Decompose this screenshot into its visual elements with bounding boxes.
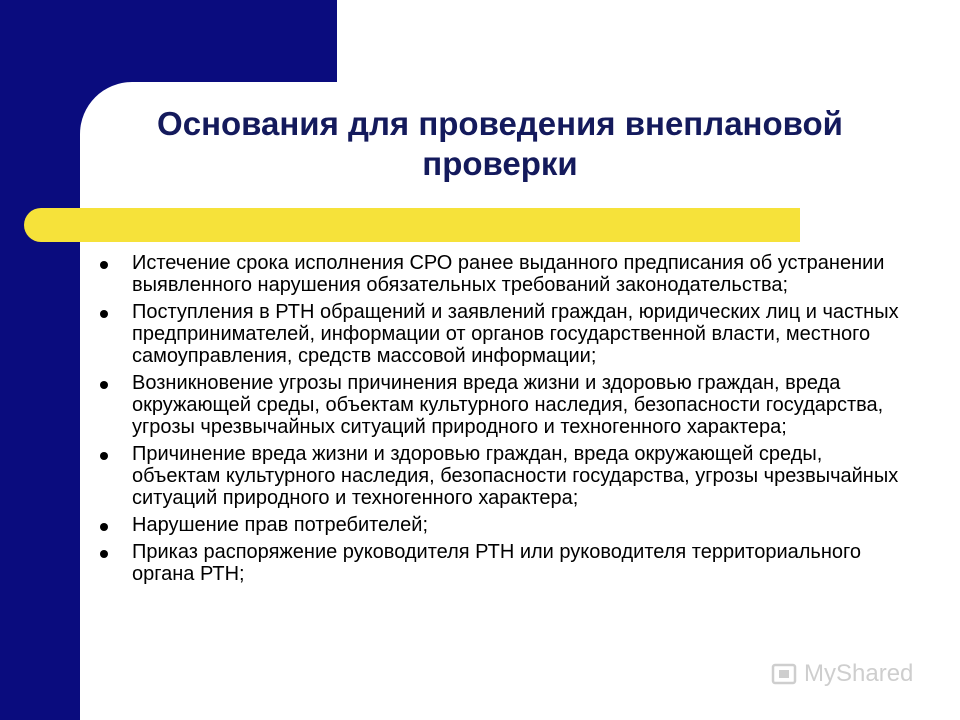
bullet-text: Возникновение угрозы причинения вреда жизни и здоровью граждан, вреда окружающей среды, объектам культурного наследия, безопасности государства, угрозы чрезвычайных ситуаций природного и техногенного характера; bbox=[132, 372, 884, 438]
bullet-text: Истечение срока исполнения СРО ранее выданного предписания об устранении выявленного нарушения обязательных требований законодательства; bbox=[132, 252, 885, 296]
bullet-item bbox=[96, 514, 916, 536]
bullet-dot-icon bbox=[100, 523, 108, 531]
myshared-watermark bbox=[770, 660, 913, 688]
bullet-text: Нарушение прав потребителей; bbox=[132, 514, 429, 536]
bullet-list bbox=[96, 252, 916, 590]
bullet-dot-icon bbox=[100, 310, 108, 318]
bullet-dot-icon bbox=[100, 261, 108, 269]
yellow-accent-bar bbox=[24, 208, 800, 242]
slide-title-line-1: Основания для проведения внеплановой bbox=[157, 105, 843, 142]
slide-title bbox=[100, 104, 900, 184]
bullet-item bbox=[96, 443, 916, 509]
bullet-dot-icon bbox=[100, 452, 108, 460]
bullet-dot-icon bbox=[100, 381, 108, 389]
bullet-item bbox=[96, 301, 916, 367]
bullet-dot-icon bbox=[100, 550, 108, 558]
bullet-item bbox=[96, 372, 916, 438]
watermark-text: MyShared bbox=[804, 660, 914, 687]
bullet-item bbox=[96, 252, 916, 296]
bullet-item bbox=[96, 541, 916, 585]
myshared-logo-icon bbox=[770, 660, 798, 688]
slide-title-line-2: проверки bbox=[422, 145, 578, 182]
bullet-text: Приказ распоряжение руководителя РТН или руководителя территориального органа РТН; bbox=[132, 541, 861, 585]
bullet-text: Поступления в РТН обращений и заявлений граждан, юридических лиц и частных предпринимателей, информации от органов государственной власти, местного самоуправления, средств массовой информации; bbox=[132, 301, 899, 367]
bullet-text: Причинение вреда жизни и здоровью граждан, вреда окружающей среды, объектам культурного наследия, безопасности государства, угрозы чрезвычайных ситуаций природного и техногенного характера; bbox=[132, 443, 899, 509]
